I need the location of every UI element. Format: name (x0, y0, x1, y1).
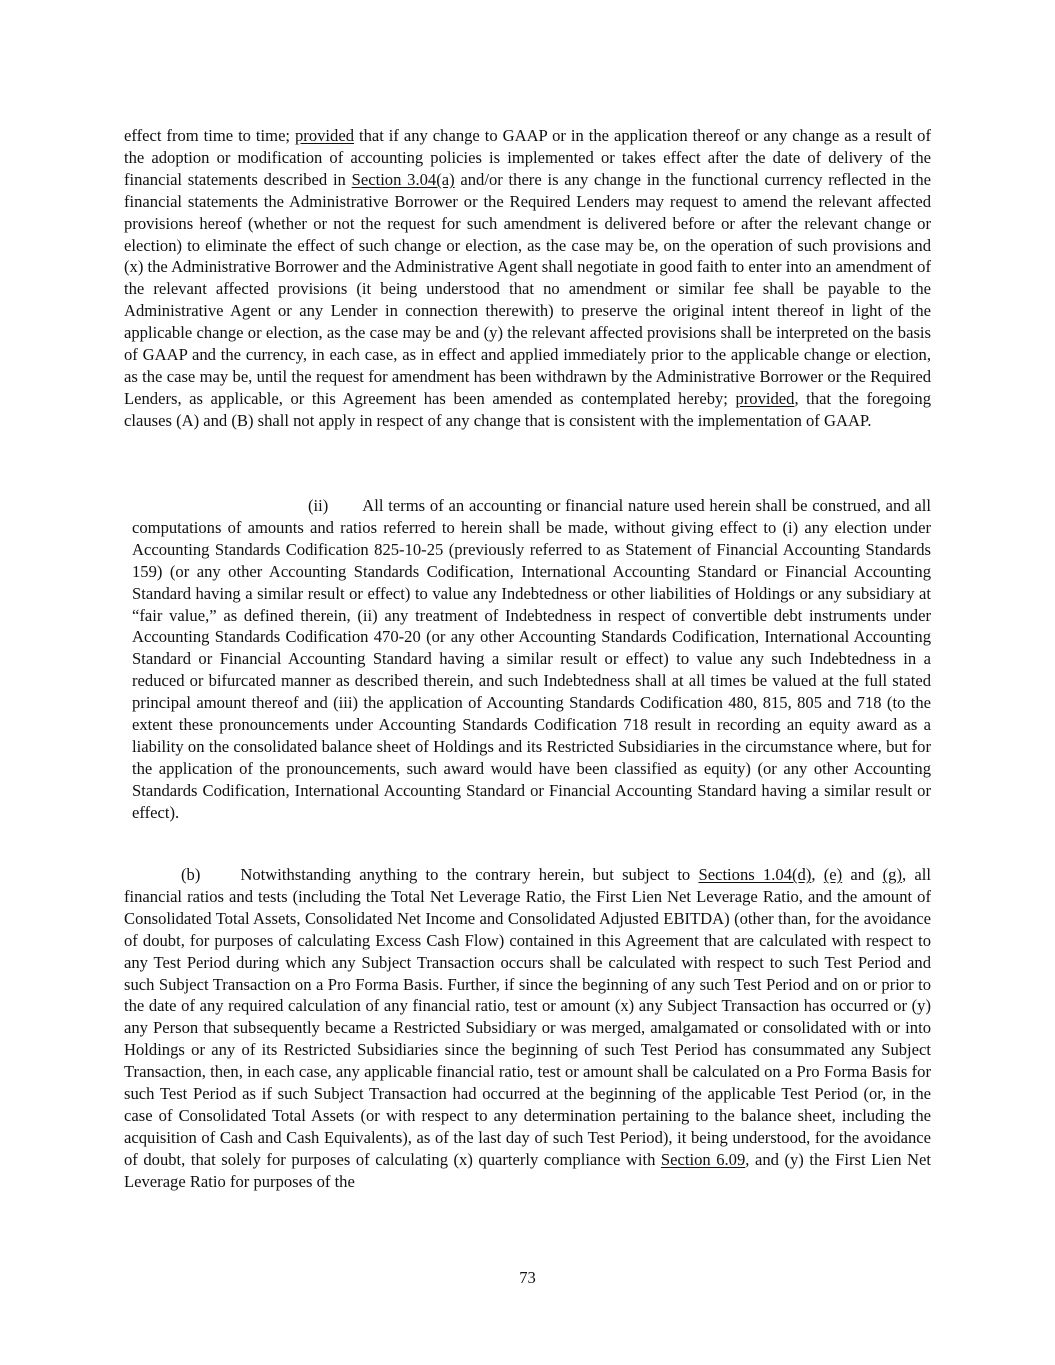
section-reference: Section 3.04(a) (351, 169, 455, 189)
text-run: and/or there is any change in the functional currency reflected in the financial statements the Administrative Borrower or the Required Lenders may request to amend the relevant affected provisions hereof (whether or not the request for such amendment is delivered before or after the relevant change or election) to eliminate the effect of such change or election, as the case may be, on the operation of such provisions and (x) the Administrative Borrower and the Administrative Agent shall negotiate in good faith to enter into an amendment of the relevant affected provisions (it being understood that no amendment or similar fee shall be payable to the Administrative Agent or any Lender in connection therewith) to preserve the original intent thereof in light of the applicable change or election, as the case may be and (y) the relevant affected provisions shall be interpreted on the basis of GAAP and the currency, in each case, as in effect and applied immediately prior to the applicable change or election, as the case may be, until the request for amendment has been withdrawn by the Administrative Borrower or the Required Lenders, as applicable, or this Agreement has been amended as contemplated hereby; (124, 169, 931, 408)
page-number: 73 (519, 1268, 536, 1287)
underlined-term-provided: provided (295, 126, 354, 145)
text-run: All terms of an accounting or financial nature used herein shall be construed, and all computations of amounts and ratios referred to herein shall be made, without giving effect to (i) any election under Accounting Standards Codification 825-10-25 (previously referred to as Statement of Financial Accounting Standards 159) (or any other Accounting Standards Codification, International Accounting Standard or Financial Accounting Standard having a similar result or effect) to value any Indebtedness or other liabilities of Holdings or any subsidiary at “fair value,” as defined therein, (ii) any treatment of Indebtedness in respect of convertible debt instruments under Accounting Standards Codification 470-20 (or any other Accounting Standards Codification, International Accounting Standard or Financial Accounting Standard having a similar result or effect) to value any such Indebtedness in a reduced or bifurcated manner as described therein, and such Indebtedness shall at all times be valued at the full stated principal amount thereof and (iii) the application of Accounting Standards Codification 480, 815, 805 and 718 (to the extent these pronouncements under Accounting Standards Codification 718 result in recording an equity award as a liability on the consolidated balance sheet of Holdings and its Restricted Subsidiaries in the circumstance where, but for the application of the pronouncements, such award would have been classified as equity) (or any other Accounting Standards Codification, International Accounting Standard or Financial Accounting Standard having a similar result or effect). (132, 496, 931, 822)
section-reference: Sections 1.04(d) (698, 865, 812, 884)
text-run: , all financial ratios and tests (including the Total Net Leverage Ratio, the First Lien Net Leverage Ratio, and the amount of Consolidated Total Assets, Consolidated Net Income and Consolidated Adjusted EBITDA) (other than, for the avoidance of doubt, for purposes of calculating Excess Cash Flow) contained in this Agreement that are calculated with respect to any Test Period during which any Subject Transaction occurs shall be calculated with respect to such Test Period and such Subject Transaction on a Pro Forma Basis. Further, if since the beginning of any such Test Period and on or prior to the date of any required calculation of any financial ratio, test or amount (x) any Subject Transaction has occurred or (y) any Person that subsequently became a Restricted Subsidiary or was merged, amalgamated or consolidated with or into Holdings or any of its Restricted Subsidiaries since the beginning of such Test Period has consummated any Subject Transaction, then, in each case, any applicable financial ratio, test or amount shall be calculated on a Pro Forma Basis for such Test Period as if such Subject Transaction had occurred at the beginning of the applicable Test Period (or, in the case of Consolidated Total Assets (or with respect to any determination pertaining to the balance sheet, including the acquisition of Cash and Cash Equivalents), as of the last day of such Test Period), it being understood, for the avoidance of doubt, that solely for purposes of calculating (x) quarterly compliance with (124, 865, 931, 1169)
underlined-term-provided: provided (735, 388, 795, 408)
section-reference: Section 6.09 (660, 1149, 746, 1169)
paragraph-b-financial-ratios (124, 864, 931, 1193)
text-run: and (842, 865, 883, 884)
text-run: that if any change to GAAP or in the application thereof or any change as a result of the adoption or modification of accounting policies is implemented or takes effect after the date of delivery of the financial statements described in (124, 126, 931, 189)
text-run: effect from time to time; (124, 126, 295, 145)
text-run: Notwithstanding anything to the contrary herein, but subject to (240, 865, 699, 884)
section-reference: (e) (823, 865, 843, 884)
clause-label: (ii) (308, 496, 329, 515)
text-run: , and (y) the First Lien Net Leverage Ratio for purposes of the (124, 1149, 932, 1191)
paragraph-gaap-changes (124, 125, 931, 432)
text-run: , (811, 865, 824, 884)
clause-label: (b) (181, 865, 201, 884)
paragraph-ii-accounting-terms (132, 495, 931, 824)
text-run: , that the foregoing clauses (A) and (B) shall not apply in respect of any change that is consistent with the implementation of GAAP. (124, 388, 931, 430)
section-reference: (g) (882, 865, 903, 884)
